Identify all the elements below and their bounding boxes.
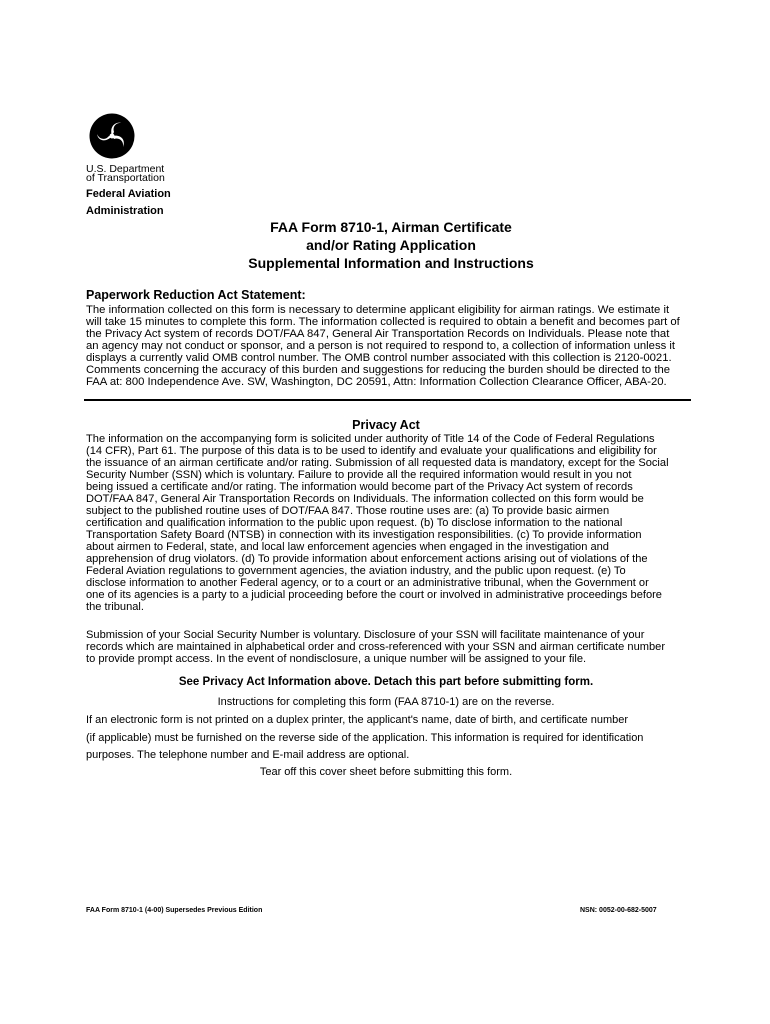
privacy-line: certification and qualification information to the public upon request. (b) To disclose information to the national	[86, 517, 623, 529]
form-title-line-1: FAA Form 8710-1, Airman Certificate	[270, 219, 512, 235]
form-title-line-2: and/or Rating Application	[306, 237, 476, 253]
paperwork-line: displays a currently valid OMB control number. The OMB control number associated with this collection is 2120-0021.	[86, 352, 672, 364]
privacy-line: one of its agencies is a party to a judicial proceeding before the court or involved in administrative proceedings before	[86, 589, 662, 601]
paperwork-statement	[86, 304, 686, 388]
faa-line-1: Federal Aviation	[86, 188, 171, 200]
privacy-heading: Privacy Act	[352, 418, 420, 432]
ssn-line: Submission of your Social Security Number is voluntary. Disclosure of your SSN will facilitate maintenance of your	[86, 629, 645, 641]
dept-line-2: of Transportation	[86, 172, 165, 184]
privacy-line: Federal Aviation regulations to government agencies, the aviation industry, and the public upon request. (e) To	[86, 565, 626, 577]
faa-line-2: Administration	[86, 205, 164, 217]
electronic-line: (if applicable) must be furnished on the reverse side of the application. This information is required for identification	[86, 731, 644, 744]
privacy-line: about airmen to Federal, state, and local law enforcement agencies when engaged in the investigation and	[86, 541, 609, 553]
form-id-footer: FAA Form 8710-1 (4-00) Supersedes Previous Edition	[86, 907, 263, 914]
ssn-line: records which are maintained in alphabetical order and cross-referenced with your SSN and airman certificate number	[86, 641, 666, 653]
paperwork-line: will take 15 minutes to complete this form. The information collected is required to obtain a benefit and becomes part of	[86, 316, 680, 328]
paperwork-line: an agency may not conduct or sponsor, and a person is not required to respond to, a collection of information unless it	[86, 340, 676, 352]
privacy-line: the tribunal.	[86, 601, 144, 613]
privacy-line: DOT/FAA 847, General Air Transportation Records on Individuals. The information collected on this form would be	[86, 493, 644, 505]
privacy-line: disclose information to another Federal agency, or to a court or an administrative tribunal, when the Government or	[86, 577, 649, 589]
instructions-notice: Instructions for completing this form (FAA 8710-1) are on the reverse.	[217, 696, 555, 708]
paperwork-heading: Paperwork Reduction Act Statement:	[86, 288, 306, 302]
privacy-line: Security Number (SSN) which is voluntary. Failure to provide all the required information would result in you not	[86, 469, 632, 481]
dot-triskelion-icon	[89, 113, 135, 159]
electronic-form-notice	[86, 712, 686, 765]
privacy-line: (14 CFR), Part 61. The purpose of this data is to be used to identify and evaluate your qualifications and eligibility for	[86, 445, 657, 457]
privacy-line: subject to the published routine uses of DOT/FAA 847. Those routine uses are: (a) To provide basic airmen	[86, 505, 610, 517]
privacy-line: the issuance of an airman certificate and/or rating. Submission of all requested data is mandatory, except for the Social	[86, 457, 669, 469]
paperwork-line: FAA at: 800 Independence Ave. SW, Washington, DC 20591, Attn: Information Collection Clearance Officer, ABA-20.	[86, 376, 667, 388]
paperwork-line: the Privacy Act system of records DOT/FAA 847, General Air Transportation Records on Individuals. Please note that	[86, 328, 670, 340]
section-divider	[84, 399, 691, 401]
dept-line-1: U.S. Department	[86, 163, 165, 175]
privacy-line: The information on the accompanying form is solicited under authority of Title 14 of the Code of Federal Regulations	[86, 433, 655, 445]
electronic-line: purposes. The telephone number and E-mail address are optional.	[86, 749, 410, 761]
ssn-statement	[86, 629, 686, 665]
form-title-line-3: Supplemental Information and Instructions	[248, 255, 534, 271]
detach-notice: See Privacy Act Information above. Detach this part before submitting form.	[178, 676, 594, 688]
privacy-statement	[86, 433, 686, 613]
privacy-line: apprehension of drug violators. (d) To provide information about enforcement actions arising out of violations of the	[86, 553, 648, 565]
nsn-footer: NSN: 0052-00-682-5007	[580, 907, 657, 914]
privacy-line: Transportation Safety Board (NTSB) in connection with its investigation responsibilities. (c) To provide information	[86, 529, 642, 541]
paperwork-line: The information collected on this form is necessary to determine applicant eligibility for airman ratings. We estimate it	[86, 304, 670, 316]
privacy-line: being issued a certificate and/or rating. The information would become part of the Privacy Act system of records	[86, 481, 633, 493]
paperwork-line: Comments concerning the accuracy of this burden and suggestions for reducing the burden should be directed to the	[86, 364, 671, 376]
tear-off-notice: Tear off this cover sheet before submitting this form.	[259, 766, 513, 778]
ssn-line: to provide prompt access. In the event of nondisclosure, a unique number will be assigned to your file.	[86, 653, 587, 665]
electronic-line: If an electronic form is not printed on a duplex printer, the applicant's name, date of birth, and certificate number	[86, 714, 629, 726]
